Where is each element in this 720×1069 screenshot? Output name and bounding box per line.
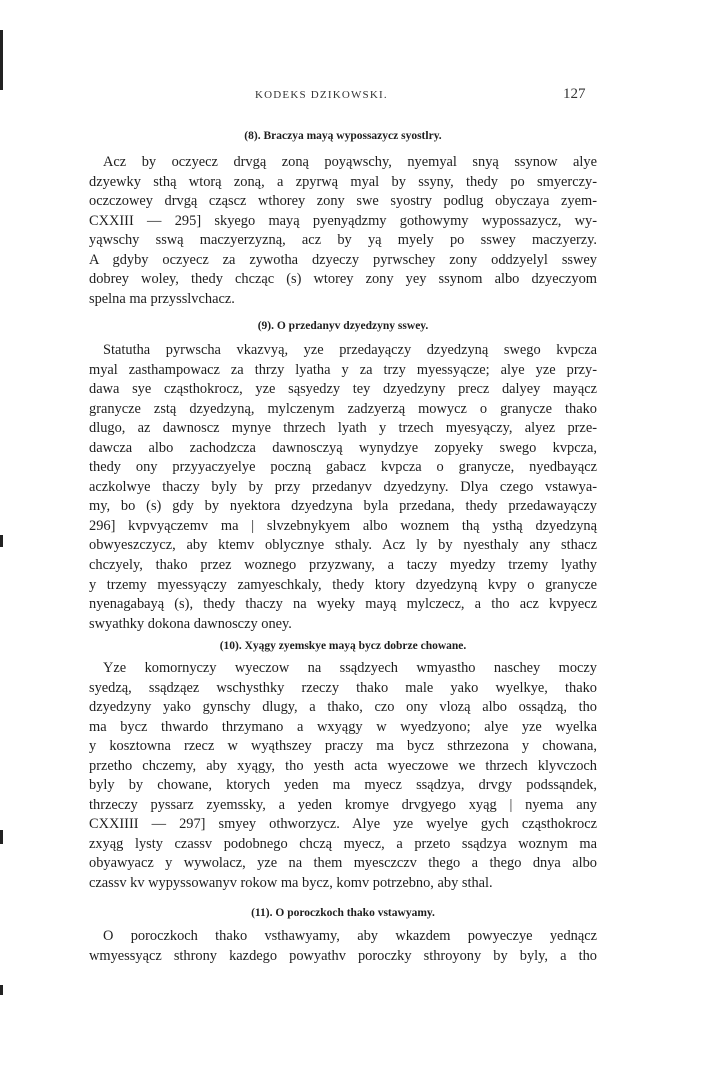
text-line: myal zasthampowacz za thrzy lyatha y za trzy myessyącze; alye yze przy- bbox=[89, 361, 597, 378]
text-line: syedzą, ssądząez wschysthky rzeczy thako male yako wyelkye, thako bbox=[89, 679, 597, 696]
text-line: Statutha pyrwscha vkazvyą, yze przedayączy dzyedzyną swego kvpcza bbox=[103, 342, 597, 358]
section-11 bbox=[89, 907, 597, 919]
text-line: Yze komornyczy wyeczow na ssądzyech wmyastho naschey moczy bbox=[103, 660, 597, 676]
left-edge-mark bbox=[0, 535, 3, 547]
paragraph bbox=[89, 153, 597, 309]
paragraph bbox=[89, 927, 597, 966]
paragraph bbox=[89, 341, 597, 634]
text-line: CXXIII — 295] skyego mayą pyenyądzmy gothowymy wypossazycz, wy- bbox=[89, 212, 597, 229]
section-heading: (10). Xyągy zyemskye mayą bycz dobrze chowane. bbox=[219, 640, 467, 652]
text-line: spelna ma przysslvchacz. bbox=[89, 290, 235, 307]
text-line: oczczowey drvgą cząscz wthorey zony swe syostry podlug obyczaya zyem- bbox=[89, 193, 597, 210]
text-line: aczkolwye thaczy byly by przy przedanyv dzyedzyny. Dlya czego vstawya- bbox=[89, 478, 597, 495]
left-edge-mark bbox=[0, 30, 3, 90]
text-line: thrzeczy pyssarz zyemssky, a yeden kromye drvgyego xyąg | nyema any bbox=[89, 796, 597, 813]
section-8 bbox=[89, 130, 597, 142]
text-line: ma bycz thwardo thrzymano a wxyągy w wyedzyono; alye yze wyelka bbox=[89, 718, 597, 735]
text-line: obwyeszczycz, aby ktemv oblycznye sthaly. Acz ly by nyesthaly any sthacz bbox=[89, 537, 597, 554]
section-heading: (9). O przedanyv dzyedzyny sswey. bbox=[257, 320, 429, 332]
text-line: dawa sye cząsthokrocz, yze sąsyedzy tey dzyedzyny precz dalyey mayącz bbox=[89, 381, 597, 398]
section-10 bbox=[89, 640, 597, 652]
text-line: thedy ony przyyaczyelye poczną gabacz kvpcza o granycze, nyedbayącz bbox=[89, 459, 597, 476]
text-line: chczyely, thako przez woznego przyzwany, a taczy myedzy trzemy lyathy bbox=[89, 557, 597, 574]
text-line: y kosztowna rzecz w wyąthszey praczy ma bycz sthrzezona y chowana, bbox=[89, 738, 597, 755]
section-heading: (11). O poroczkoch thako vstawyamy. bbox=[251, 907, 435, 919]
text-line: 296] kvpvyączemv ma | slvzebnykyem albo woznem thą ysthą dzyedzyną bbox=[89, 517, 597, 534]
text-line: swyathky dokona dawnosczy oney. bbox=[89, 615, 292, 632]
text-line: yąwschy sswą maczyerzyzną, acz by yą myely po sswey maczyerzy. bbox=[89, 232, 597, 249]
text-line: zxyąg lysty czassv podobnego chczą myecz, a przeto ssądzya woznym ma bbox=[89, 835, 597, 852]
page-number: 127 bbox=[563, 86, 586, 102]
text-line: dzyedzyny yako gynschy dlugy, a thako, czo ony vlozą albo ossądzą, tho bbox=[89, 699, 597, 716]
text-line: obyawyacz y wywolacz, yze na them myesczczv thego a thego dnya albo bbox=[89, 855, 597, 872]
text-line: dlugo, az dawnoscz mynye thrzech lyath y trzech myesyączy, alyez prze- bbox=[89, 420, 597, 437]
text-line: nyenagabayą (s), thedy thaczy na wyeky mayą mylczecz, a tho acz kvpyecz bbox=[89, 596, 597, 613]
text-line: wmyessyącz sthrony kazdego powyathv poroczky sthroyony by byly, a tho bbox=[89, 947, 597, 964]
text-line: A gdyby oczyecz za zywotha dzyeczy pyrwschey zony oddzyelyl sswey bbox=[89, 251, 597, 268]
text-line: dobrey woley, thedy chcząc (s) wtorey zony yey ssynom albo dzyeczyom bbox=[89, 271, 597, 288]
left-edge-mark bbox=[0, 985, 3, 995]
text-line: Acz by oczyecz drvgą zoną poyąwschy, nyemyal snyą ssynow alye bbox=[103, 154, 597, 170]
text-line: granycze zstą dzyedzyną, mylczenym zadzyerzą mowycz o granycze thako bbox=[89, 400, 597, 417]
section-9-text bbox=[89, 341, 597, 634]
text-line: przetho chczemy, aby xyągy, tho yesth acta wyeczowe we thrzech klyvczoch bbox=[89, 757, 597, 774]
section-10-text bbox=[89, 659, 597, 894]
paragraph bbox=[89, 659, 597, 894]
text-line: czassv kv wypyssowanyv rokow ma bycz, komv potrzebno, aby sthal. bbox=[89, 875, 493, 892]
left-edge-mark bbox=[0, 830, 3, 844]
section-heading: (8). Braczya mayą wypossazycz syostlry. bbox=[244, 130, 442, 142]
text-line: dawcza albo zachodzcza dawnosczyą wynydzye zopyeky swego kvpcza, bbox=[89, 439, 597, 456]
text-line: byly by chowane, ktorych yeden ma myecz ssądzya, drvgy podssąndek, bbox=[89, 777, 597, 794]
section-8-text bbox=[89, 153, 597, 309]
text-line: y trzemy myessyączy zamyeschkaly, thedy ktory dzyedzyną kvpy o granycze bbox=[89, 576, 597, 593]
text-line: dzyewky sthą wtorą zoną, a zpyrwą myal by ssyny, thedy po smyerczy- bbox=[89, 173, 597, 190]
section-9 bbox=[89, 320, 597, 332]
running-head: KODEKS DZIKOWSKI. bbox=[255, 89, 388, 101]
text-line: CXXIIII — 297] smyey othworzycz. Alye yze wyelye gych cząsthokrocz bbox=[89, 816, 597, 833]
section-11-text bbox=[89, 927, 597, 966]
text-line: my, bo (s) gdy by nyektora dzyedzyna byla przedana, thedy przedawayączy bbox=[89, 498, 597, 515]
text-line: O poroczkoch thako vsthawyamy, aby wkazdem powyeczye yednącz bbox=[103, 928, 597, 944]
